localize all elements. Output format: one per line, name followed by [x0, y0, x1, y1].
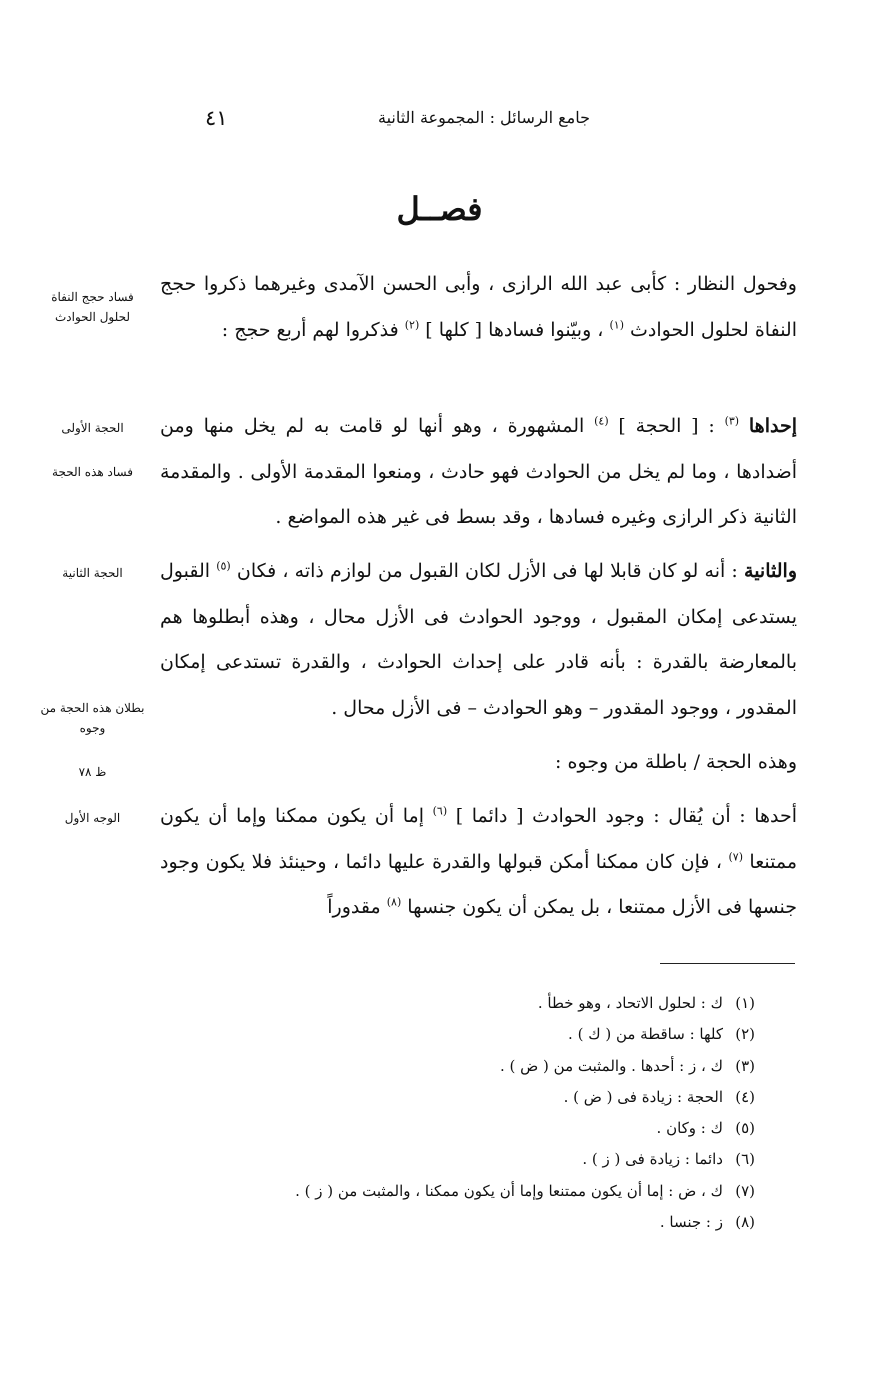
margin-note: الحجة الأولى	[61, 421, 124, 435]
footnote-text: دائما : زيادة فى ( ز ) .	[582, 1150, 723, 1169]
footnote-number: (٨)	[735, 1213, 755, 1232]
page-header	[195, 104, 795, 140]
footnote	[160, 1019, 755, 1050]
footnote-text: كلها : ساقطة من ( ك ) .	[568, 1025, 723, 1044]
footnote-number: (٦)	[735, 1150, 755, 1169]
footnote-reference[interactable]: (٤)	[594, 414, 609, 428]
paragraph-refutation-intro	[160, 740, 797, 786]
paragraph-text: ، فإن كان ممكنا أمكن قبولها والقدرة عليها دائما ، وحينئذ فلا يكون وجود جنسها فى الأزل ممتنعا ، بل يمكن أن يكون جنسها	[160, 850, 797, 918]
footnote-number: (٤)	[735, 1087, 755, 1106]
footnote-reference[interactable]: (٣)	[724, 414, 740, 428]
paragraph-text: فذكروا لهم أربع حجج :	[221, 318, 405, 341]
paragraph-first-argument	[160, 404, 797, 541]
footnote	[160, 1051, 755, 1082]
footnote-reference[interactable]: (٦)	[432, 804, 448, 818]
running-title: جامع الرسائل : المجموعة الثانية	[377, 108, 590, 127]
footnote	[160, 1207, 755, 1238]
footnote	[160, 988, 755, 1019]
paragraph-text: أحدها : أن يُقال : وجود الحوادث [ دائما ]	[447, 805, 798, 827]
footnote-number: (١)	[735, 994, 755, 1012]
footnote	[160, 1144, 755, 1175]
footnote	[160, 1113, 755, 1144]
footnote-number: (٥)	[735, 1119, 755, 1138]
footnotes	[160, 988, 755, 1238]
paragraph-text: : أنه لو كان قابلا لها فى الأزل لكان القبول من لوازم ذاته ، فكان	[230, 560, 745, 582]
margin-note: فساد حجج النفاة لحلول الحوادث	[51, 290, 134, 324]
paragraph-text: وفحول النظار : كأبى عبد الله الرازى ، وأبى الحسن الآمدى وغيرهما ذكروا حجج النفاة لحلول الحوادث	[160, 273, 797, 341]
footnote	[160, 1176, 755, 1207]
folio-marker: ظ ٧٨	[78, 765, 107, 779]
paragraph-second-argument	[160, 549, 797, 731]
paragraph-text: المشهورة ، وهو أنها لو قامت به لم يخل منها ومن أضدادها ، وما لم يخل من الحوادث فهو حادث ، ومنعوا المقدمة الأولى . والمقدمة الثانية ذكر الرازى وغيره فسادها ، وقد بسط فى غير هذه المواضع .	[160, 415, 797, 528]
margin-notes	[40, 0, 145, 1000]
margin-note: فساد هذه الحجة	[52, 465, 133, 479]
paragraph-text: وهذه الحجة / باطلة من وجوه :	[555, 751, 797, 773]
margin-note: الوجه الأول	[64, 811, 121, 825]
paragraph-text: مقدوراً	[327, 896, 387, 918]
footnote-reference[interactable]: (١)	[609, 318, 624, 332]
footnote-reference[interactable]: (٧)	[728, 850, 743, 864]
footnote-text: ك ، ز : أحدها . والمثبت من ( ض ) .	[499, 1056, 723, 1075]
paragraph-text: : [ الحجة ]	[608, 415, 725, 437]
paragraph-text: إما أن يكون ممكنا وإما أن يكون ممتنعا	[160, 805, 798, 873]
footnote-text: ك : لحلول الاتحاد ، وهو خطأ .	[537, 994, 723, 1012]
paragraph-text: ، وبيّنوا فسادها [ كلها ]	[419, 318, 610, 341]
paragraph-intro	[160, 262, 797, 353]
footnote-separator	[660, 963, 795, 964]
footnote	[160, 1082, 755, 1113]
margin-note: بطلان هذه الحجة من وجوه	[40, 701, 145, 735]
footnote-number: (٢)	[735, 1025, 755, 1044]
footnote-text: ك : وكان .	[656, 1119, 723, 1138]
paragraph-text: القبول يستدعى إمكان المقبول ، ووجود الحوادث فى الأزل محال ، وهذه أبطلوها هم بالمعارضة بالقدرة : بأنه قادر على إحداث الحوادث ، والقدرة تستدعى إمكان المقدور ، ووجود المقدور – وهو الحوادث – فى الأزل محال .	[160, 560, 797, 719]
footnote-reference[interactable]: (٢)	[404, 318, 420, 332]
paragraph-lead-word: والثانية	[744, 560, 797, 582]
section-title: فصــل	[396, 190, 483, 228]
page-number: ٤١	[205, 106, 228, 130]
paragraph-first-aspect	[160, 794, 797, 931]
footnote-number: (٧)	[735, 1181, 755, 1200]
footnote-text: ك ، ض : إما أن يكون ممتنعا وإما أن يكون ممكنا ، والمثبت من ( ز ) .	[295, 1181, 723, 1200]
footnote-text: ز : جنسا .	[659, 1213, 723, 1232]
paragraph-text	[739, 415, 749, 437]
footnote-reference[interactable]: (٥)	[216, 559, 231, 573]
paragraph-lead-word: إحداها	[748, 415, 797, 437]
footnote-text: الحجة : زيادة فى ( ض ) .	[563, 1087, 723, 1106]
footnote-number: (٣)	[735, 1056, 755, 1075]
margin-note: الحجة الثانية	[62, 566, 123, 580]
footnote-reference[interactable]: (٨)	[386, 895, 402, 909]
